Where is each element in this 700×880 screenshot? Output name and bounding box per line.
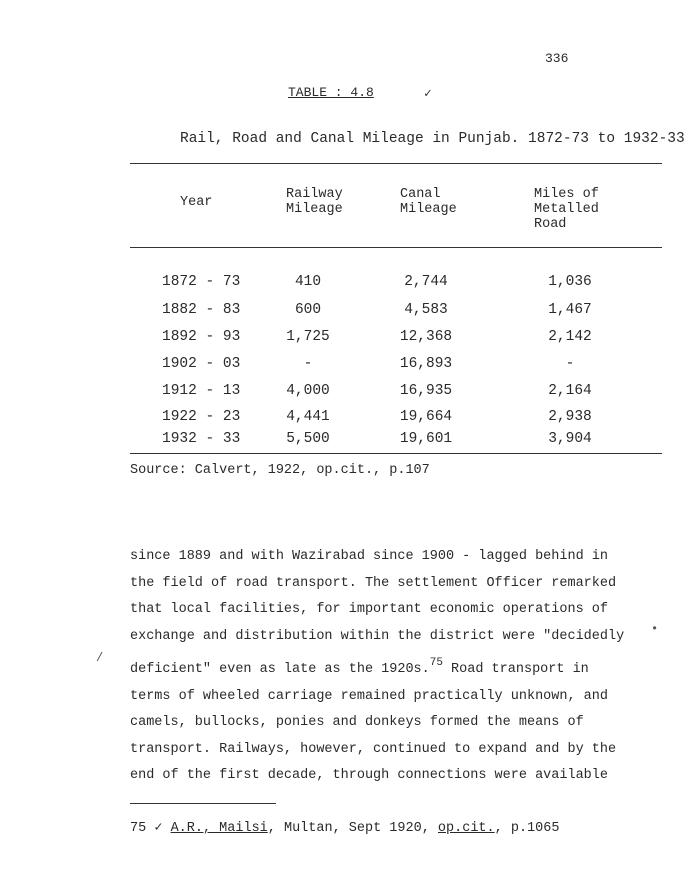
- footnote: [130, 819, 559, 836]
- cell-year: 1902 - 03: [162, 356, 241, 372]
- cell-road: 1,467: [548, 302, 592, 318]
- cell-year: 1912 - 13: [162, 383, 241, 399]
- cell-year: 1892 - 93: [162, 329, 241, 345]
- footnote-check-mark: ✓: [154, 821, 163, 836]
- margin-slash-mark: /: [96, 651, 104, 665]
- header-road-line2: Metalled: [534, 202, 599, 217]
- cell-road: 2,938: [548, 409, 592, 425]
- header-railway-line2: Mileage: [286, 202, 343, 217]
- cell-canal: 2,744: [404, 274, 448, 290]
- footnote-text: , Multan, Sept 1920,: [267, 821, 438, 836]
- header-year: Year: [180, 195, 213, 210]
- header-road-line3: Road: [534, 217, 567, 232]
- body-paragraph: [130, 544, 670, 790]
- body-line: terms of wheeled carriage remained practically unknown, and: [130, 688, 608, 704]
- body-line: [130, 650, 670, 684]
- table-top-rule: [130, 163, 662, 164]
- cell-canal: 19,664: [399, 409, 453, 425]
- cell-canal: 4,583: [404, 302, 448, 318]
- header-canal-line2: Mileage: [400, 202, 457, 217]
- body-line: since 1889 and with Wazirabad since 1900 - lagged behind in: [130, 549, 608, 564]
- cell-canal: 16,893: [399, 356, 453, 372]
- cell-road: 2,164: [548, 383, 592, 399]
- cell-railway: -: [303, 356, 313, 372]
- cell-road: 3,904: [548, 431, 592, 447]
- footnote-reference: A.R., Mailsi: [170, 821, 268, 836]
- cell-road: 2,142: [548, 329, 592, 345]
- cell-year: 1932 - 33: [162, 431, 241, 447]
- header-road: [534, 187, 599, 232]
- check-mark: ✓: [424, 86, 432, 101]
- cell-road: 1,036: [548, 274, 592, 290]
- header-railway: [286, 187, 343, 217]
- cell-railway: 600: [294, 302, 322, 318]
- footnote-superscript: 75: [429, 657, 443, 669]
- cell-year: 1872 - 73: [162, 274, 241, 290]
- body-line: exchange and distribution within the district were "decidedly: [130, 628, 625, 644]
- source-note: Source: Calvert, 1922, op.cit., p.107: [130, 463, 430, 478]
- body-line: end of the first decade, through connections were available: [130, 768, 608, 783]
- cell-canal: 16,935: [399, 383, 453, 399]
- cell-year: 1922 - 23: [162, 409, 241, 425]
- page-number: 336: [545, 51, 569, 66]
- body-line: that local facilities, for important economic operations of: [130, 602, 608, 617]
- margin-tick-mark: •: [651, 622, 659, 636]
- cell-railway: 5,500: [286, 431, 330, 447]
- header-canal-line1: Canal: [400, 187, 441, 202]
- header-railway-line1: Railway: [286, 187, 343, 202]
- cell-road: -: [565, 356, 575, 372]
- body-line-text: deficient" even as late as the 1920s.: [130, 662, 430, 677]
- footnote-opcit: op.cit.: [437, 821, 495, 836]
- body-line: the field of road transport. The settlement Officer remarked: [130, 575, 617, 591]
- cell-year: 1882 - 83: [162, 302, 241, 318]
- cell-railway: 4,000: [286, 383, 330, 399]
- table-title: TABLE : 4.8: [288, 85, 374, 100]
- body-line: transport. Railways, however, continued to expand and by the: [130, 741, 617, 757]
- footnote-rule: [130, 803, 276, 804]
- body-line-text: Road transport in: [442, 662, 589, 677]
- header-road-line1: Miles of: [534, 187, 599, 202]
- body-line: camels, bullocks, ponies and donkeys formed the means of: [130, 715, 584, 730]
- table-header-rule: [130, 247, 662, 248]
- cell-railway: 4,441: [286, 409, 330, 425]
- table-caption: Rail, Road and Canal Mileage in Punjab. 1872-73 to 1932-33: [180, 131, 685, 147]
- header-canal: [400, 187, 457, 217]
- cell-railway: 1,725: [286, 329, 330, 345]
- footnote-number: 75: [130, 821, 147, 836]
- footnote-text: , p.1065: [494, 821, 560, 836]
- cell-canal: 19,601: [399, 431, 453, 447]
- cell-canal: 12,368: [399, 329, 453, 345]
- table-bottom-rule: [130, 453, 662, 454]
- cell-railway: 410: [294, 274, 322, 290]
